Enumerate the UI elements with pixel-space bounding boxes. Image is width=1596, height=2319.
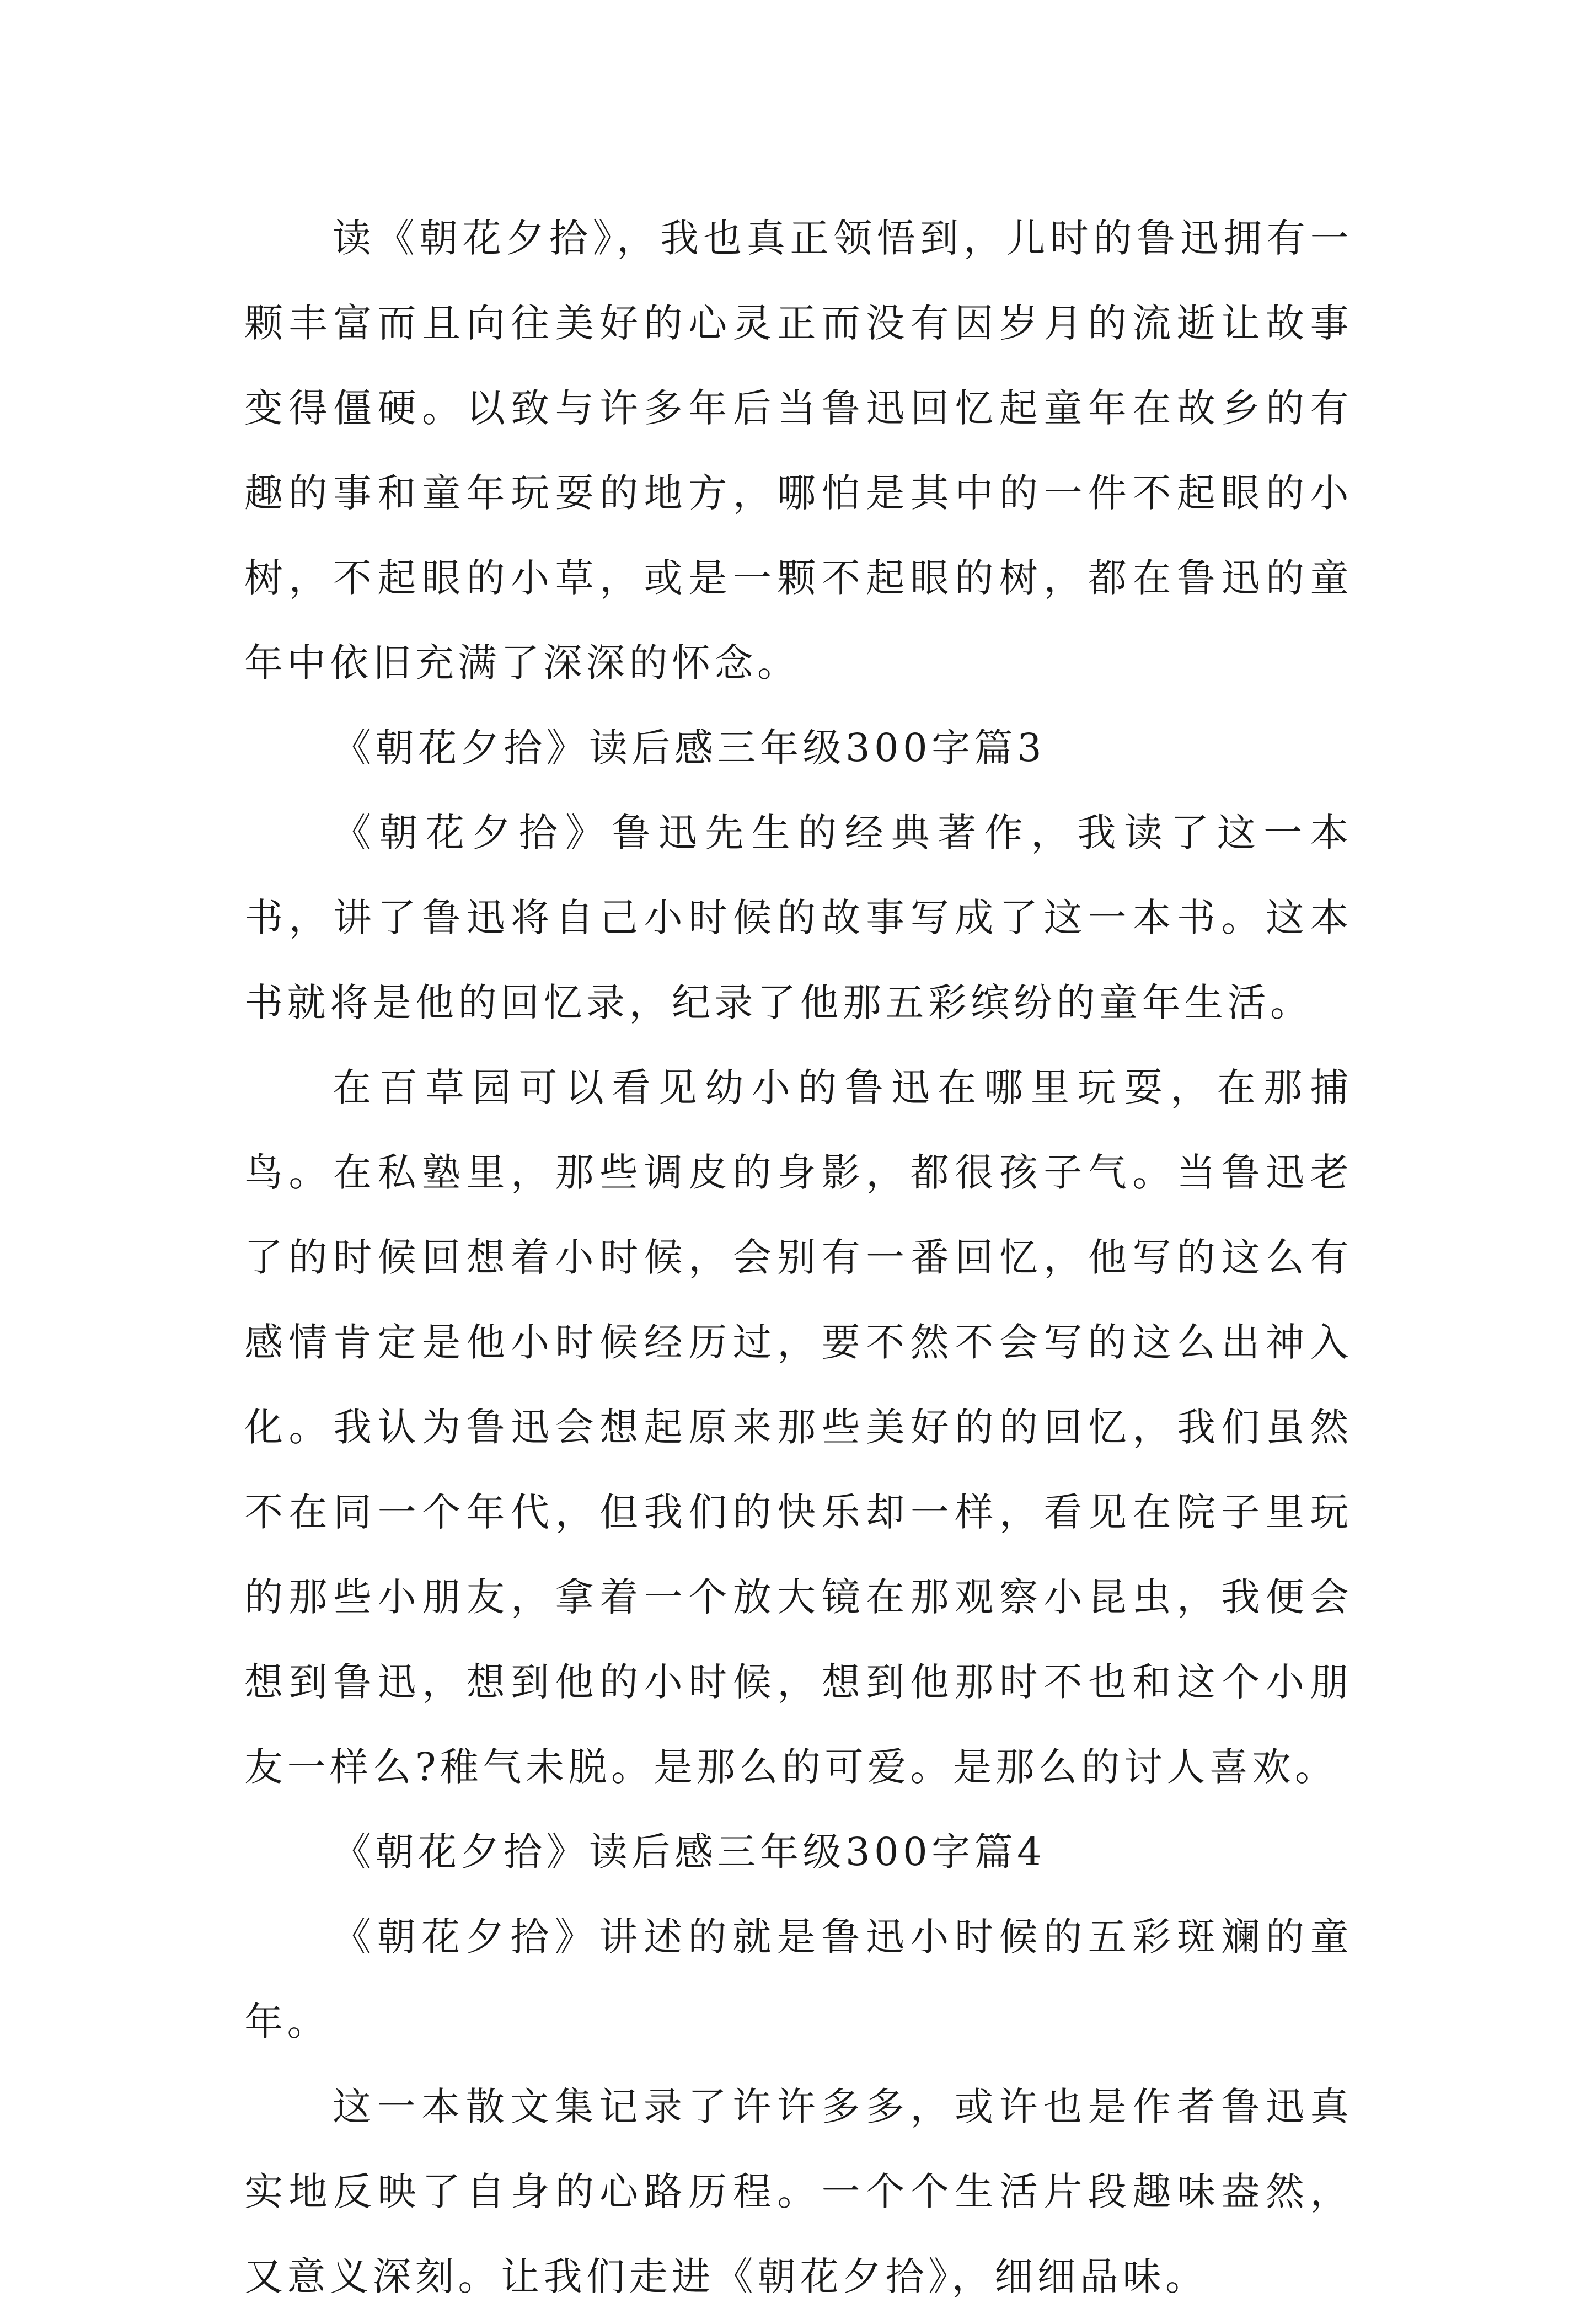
section-heading-4: 《朝花夕拾》读后感三年级300字篇4 <box>333 1829 1046 1875</box>
document-body <box>244 196 1353 2319</box>
section-heading-3: 《朝花夕拾》读后感三年级300字篇3 <box>333 725 1046 770</box>
paragraph-reflection: 读《朝花夕拾》，我也真正领悟到，儿时的鲁迅拥有一颗丰富而且向往美好的心灵正而没有因岁月的流逝让故事变得僵硬。以致与许多年后当鲁迅回忆起童年在故乡的有趣的事和童年玩耍的地方，哪怕是其中的一件不起眼的小树，不起眼的小草，或是一颗不起眼的树，都在鲁迅的童年中依旧充满了深深的怀念。 <box>244 216 1353 685</box>
paragraph-baicaoyuan: 在百草园可以看见幼小的鲁迅在哪里玩耍，在那捕鸟。在私塾里，那些调皮的身影，都很孩子气。当鲁迅老了的时候回想着小时候，会别有一番回忆，他写的这么有感情肯定是他小时候经历过，要不然不会写的这么出神入化。我认为鲁迅会想起原来那些美好的的回忆，我们虽然不在同一个年代，但我们的快乐却一样，看见在院子里玩的那些小朋友，拿着一个放大镜在那观察小昆虫，我便会想到鲁迅，想到他的小时候，想到他那时不也和这个小朋友一样么?稚气未脱。是那么的可爱。是那么的讨人喜欢。 <box>244 1065 1353 1790</box>
paragraph-intro-4: 《朝花夕拾》讲述的就是鲁迅小时候的五彩斑斓的童年。 <box>244 1914 1353 2044</box>
paragraph-essay-collection: 这一本散文集记录了许许多多，或许也是作者鲁迅真实地反映了自身的心路历程。一个个生活片段趣味盎然，又意义深刻。让我们走进《朝花夕拾》，细细品味。 <box>244 2084 1353 2299</box>
paragraph-intro-3: 《朝花夕拾》鲁迅先生的经典著作，我读了这一本书，讲了鲁迅将自己小时候的故事写成了这一本书。这本书就将是他的回忆录，纪录了他那五彩缤纷的童年生活。 <box>244 810 1353 1025</box>
